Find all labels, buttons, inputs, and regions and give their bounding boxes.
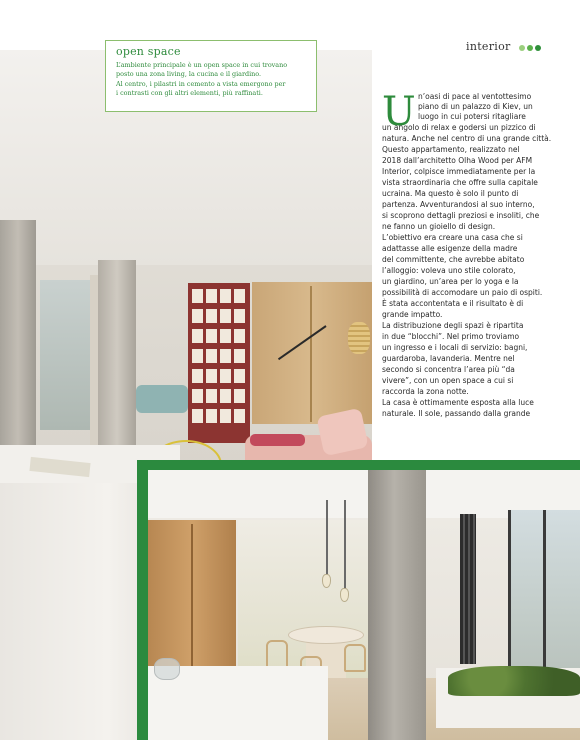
window-mullion (543, 510, 546, 690)
red-throw (250, 434, 305, 446)
dining-area-photo (148, 470, 580, 740)
caption-line: posto una zona living, la cucina e il giardino. (116, 70, 262, 79)
pendant-lamp (322, 574, 331, 588)
article-line: l’alloggio: voleva uno stile colorato, (382, 266, 516, 275)
caption-text (116, 61, 306, 99)
section-dot-icon (535, 45, 541, 51)
article-line: possibilità di accomodare un paio di ospiti. (382, 288, 543, 297)
article-line: Questo appartamento, realizzato nel (382, 145, 520, 154)
red-bookshelf (188, 283, 250, 443)
concrete-pillar-center (98, 260, 136, 445)
article-line: un ingresso e i locali di servizio: bagni, (382, 343, 528, 352)
article-line: vista straordinaria che offre sulla capitale (382, 178, 538, 187)
article-line: vivere”, con un open space a cui si (382, 376, 514, 385)
section-dot-icon (519, 45, 525, 51)
pendant-cord (326, 500, 328, 575)
article-line: 2018 dall’architetto Olha Wood per AFM (382, 156, 533, 165)
caption-line: L’ambiente principale è un open space in cui trovano (116, 61, 288, 69)
dining-chair (344, 644, 366, 672)
article-line: ucraina. Ma questo è solo il punto di (382, 189, 519, 198)
caption-line: i contrasti con gli altri elementi, più raffinati. (116, 89, 263, 98)
article-line: ne fanno un gioiello di design. (382, 222, 496, 231)
glass-vase (154, 658, 180, 680)
pendant-lamp (340, 588, 349, 602)
section-dot-icon (527, 45, 533, 51)
article-line: in due “blocchi”. Nel primo troviamo (382, 332, 520, 341)
article-line: un angolo di relax e godersi un pizzico di (382, 123, 536, 132)
article-line: un giardino, un’area per lo yoga e la (382, 277, 519, 286)
article-line: raccorda la zona notte. (382, 387, 469, 396)
article-line: del committente, che avrebbe abitato (382, 255, 525, 264)
article-line: piano di un palazzo di Kiev, un (418, 102, 533, 111)
article-line: n’oasi di pace al ventottesimo (418, 92, 532, 101)
article-line: naturale. Il sole, passando dalla grande (382, 409, 531, 418)
dining-chair (266, 640, 288, 668)
photo-caption (105, 40, 317, 112)
section-label: interior (466, 40, 511, 53)
article-line: La casa è ottimamente esposta alla luce (382, 398, 534, 407)
article-line: luogo in cui potersi ritagliare (418, 112, 526, 121)
window (40, 280, 95, 430)
round-table (288, 626, 364, 644)
vertical-radiator (460, 514, 476, 664)
article-line: adattasse alle esigenze della madre (382, 244, 518, 253)
caption-line: Al centro, i pilastri in cemento a vista emergono per (116, 79, 286, 88)
blue-sofa (136, 385, 188, 413)
article-line: La distribuzione degli spazi è ripartita (382, 321, 524, 330)
article-line: Interior, colpisce immediatamente per la (382, 167, 536, 176)
drop-cap: U (382, 89, 416, 135)
article-line: si scoprono dettagli preziosi e insoliti, che (382, 211, 540, 220)
article-line: secondo si concentra l’area più “da (382, 365, 515, 374)
article-line: È stata accontentata e il risultato è di (382, 299, 524, 308)
article-line: partenza. Avventurandosi al suo interno, (382, 200, 535, 209)
article-line: grande impatto. (382, 310, 443, 319)
article-line: L’obiettivo era creare una casa che si (382, 233, 523, 242)
caption-title: open space (116, 45, 181, 58)
concrete-pillar (368, 470, 426, 740)
article-line: guardaroba, lavanderia. Mentre nel (382, 354, 515, 363)
article-line: natura. Anche nel centro di una grande città. (382, 134, 552, 143)
indoor-garden (448, 666, 580, 696)
door-divider (310, 286, 312, 422)
wardrobe-divider (191, 524, 193, 682)
wicker-lampshade (348, 322, 370, 354)
pendant-cord (344, 500, 346, 590)
concrete-pillar-left (0, 220, 36, 460)
